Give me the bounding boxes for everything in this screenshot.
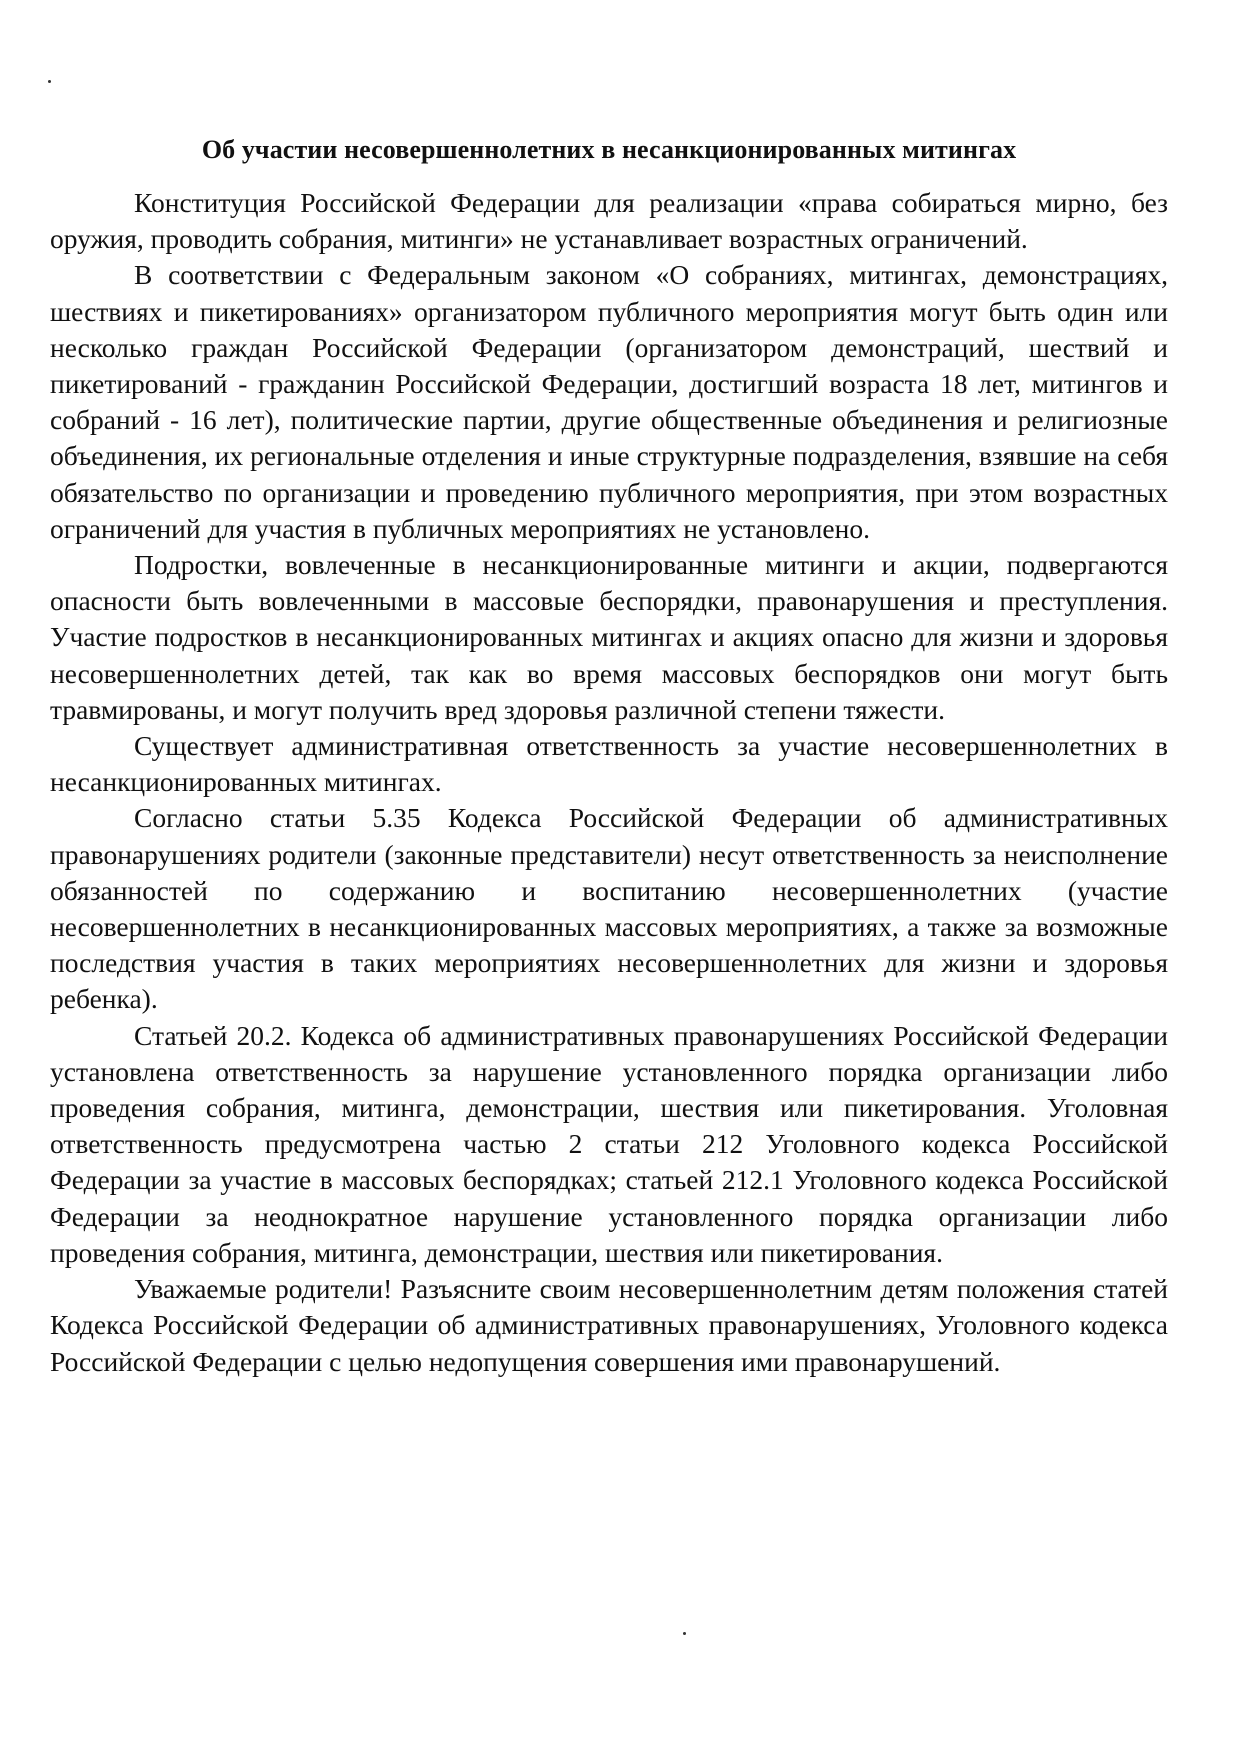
paragraph-administrative-liability: Существует административная ответственность за участие несовершеннолетних в несанкционированных митингах. bbox=[50, 730, 1168, 798]
paragraph-teen-risks: Подростки, вовлеченные в несанкционированные митинги и акции, подвергаются опасности быть вовлеченными в массовые беспорядки, правонарушения и преступления. Участие подростков в несанкционированных митингах и акциях опасно для жизни и здоровья несовершеннолетних детей, так как во время массовых беспорядков они могут быть травмированы, и могут получить вред здоровья различной степени тяжести. bbox=[50, 549, 1168, 725]
document-title: Об участии несовершеннолетних в несанкционированных митингах bbox=[201, 135, 1017, 164]
paragraph-article-5-35: Согласно статьи 5.35 Кодекса Российской Федерации об административных правонарушениях родители (законные представители) несут ответственность за неисполнение обязанностей по содержанию и воспитанию несовершеннолетних (участие несовершеннолетних в несанкционированных массовых мероприятиях, а также за возможные последствия участия в таких мероприятиях несовершеннолетних для жизни и здоровья ребенка). bbox=[50, 802, 1168, 1015]
paragraph-constitution: Конституция Российской Федерации для реализации «права собираться мирно, без оружия, проводить собрания, митинги» не устанавливает возрастных ограничений. bbox=[50, 187, 1168, 255]
paragraph-article-20-2: Статьей 20.2. Кодекса об административных правонарушениях Российской Федерации установлена ответственность за нарушение установленного порядка организации либо проведения собрания, митинга, демонстрации, шествия или пикетирования. Уголовная ответственность предусмотрена частью 2 статьи 212 Уголовного кодекса Российской Федерации за участие в массовых беспорядках; статьей 212.1 Уголовного кодекса Российской Федерации за неоднократное нарушение установленного порядка организации либо проведения собрания, митинга, демонстрации, шествия или пикетирования. bbox=[50, 1019, 1168, 1268]
paragraph-appeal-to-parents: Уважаемые родители! Разъясните своим несовершеннолетним детям положения статей Кодекса Российской Федерации об административных правонарушениях, Уголовного кодекса Российской Федерации с целью недопущения совершения ими правонарушений. bbox=[50, 1273, 1168, 1377]
scan-speck bbox=[48, 80, 51, 83]
scan-speck bbox=[683, 1632, 686, 1635]
document-body bbox=[50, 133, 1168, 1380]
paragraph-federal-law: В соответствии с Федеральным законом «О собраниях, митингах, демонстрациях, шествиях и пикетированиях» организатором публичного мероприятия могут быть один или несколько граждан Российской Федерации (организатором демонстраций, шествий и пикетирований - гражданин Российской Федерации, достигший возраста 18 лет, митингов и собраний - 16 лет), политические партии, другие общественные объединения и религиозные объединения, их региональные отделения и иные структурные подразделения, взявшие на себя обязательство по организации и проведению публичного мероприятия, при этом возрастных ограничений для участия в публичных мероприятиях не установлено. bbox=[50, 259, 1168, 544]
